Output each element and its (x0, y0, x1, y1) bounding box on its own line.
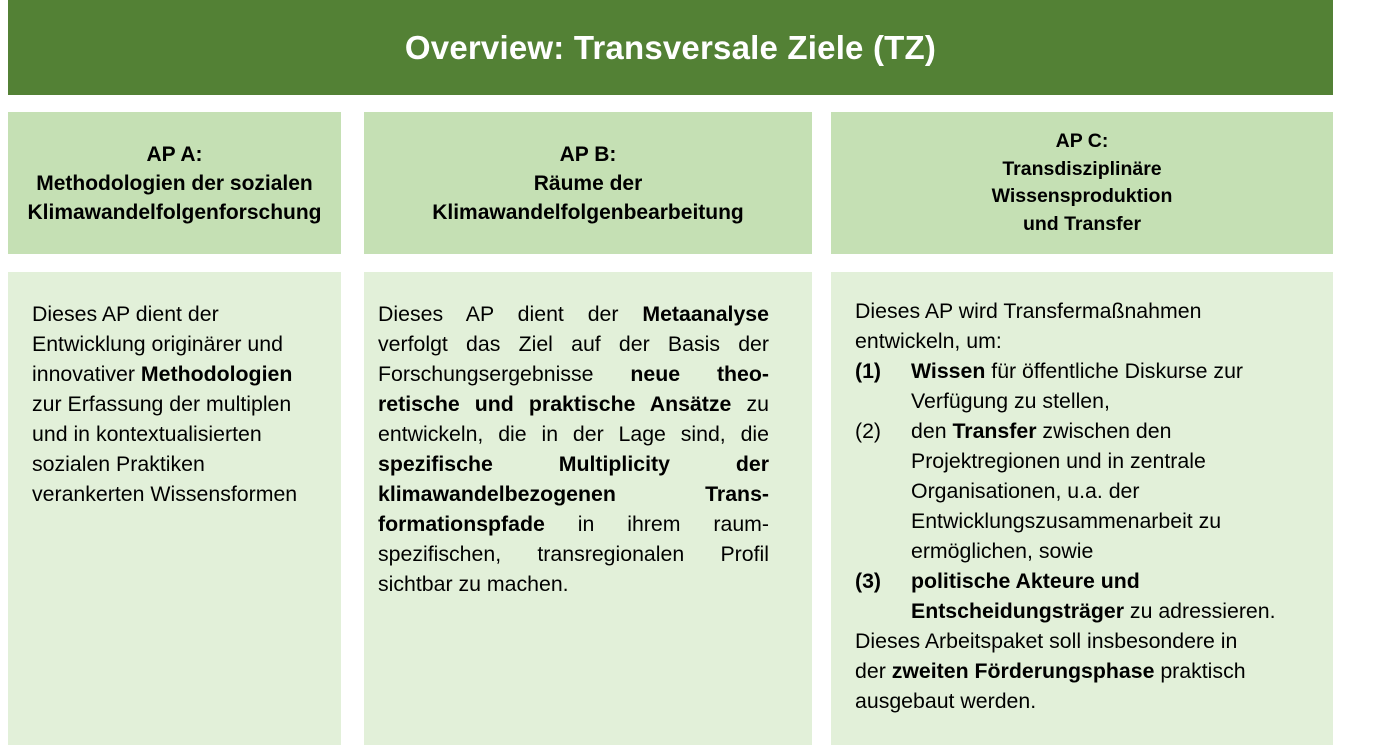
bold-term: neue theo- (630, 362, 770, 386)
text-run: sozialen Praktiken (32, 452, 205, 476)
text-line (911, 506, 1323, 536)
text-line (32, 449, 325, 479)
header-line: Wissensproduktion (991, 185, 1173, 207)
text-line (911, 446, 1323, 476)
text-run: Dieses AP dient der (378, 302, 643, 326)
text-run: innovativer (32, 362, 141, 386)
text-line: Dieses AP wird Transfermaßnahmen (855, 299, 1202, 323)
text-run: zwischen den (1036, 419, 1172, 443)
header-line: Räume der (533, 171, 643, 195)
text-line (378, 419, 769, 449)
text-run: Forschungsergebnisse (378, 362, 631, 386)
page-title: Overview: Transversale Ziele (TZ) (404, 28, 937, 66)
bold-term: retische und praktische Ansätze (378, 392, 732, 416)
text-line (911, 536, 1323, 566)
text-run: ermöglichen, sowie (911, 539, 1094, 563)
list-text (911, 416, 1323, 566)
text-line (855, 626, 1323, 656)
text-line (378, 299, 769, 329)
text-line (32, 329, 325, 359)
column-header-ap-b (364, 112, 812, 254)
text-run: Verfügung zu stellen, (911, 389, 1110, 413)
bold-term: politische Akteure und (911, 569, 1140, 593)
text-line (911, 416, 1323, 446)
bold-term: klimawandelbezogenen Trans- (378, 482, 769, 506)
bold-term: zweiten Förderungsphase (891, 659, 1155, 683)
text-run: Entwicklung originärer und (32, 332, 283, 356)
text-line (911, 356, 1323, 386)
header-line: Methodologien der sozialen (36, 171, 313, 195)
text-line (855, 656, 1323, 686)
text-line (378, 479, 769, 509)
text-run: verfolgt das Ziel auf der Basis der (378, 332, 769, 356)
bold-term: Transfer (952, 419, 1037, 443)
text-line (911, 566, 1323, 596)
list-item (855, 416, 1323, 566)
bold-term: Metaanalyse (642, 302, 769, 326)
text-line (32, 479, 325, 509)
bold-term: Wissen (911, 359, 986, 383)
header-line: Transdisziplinäre (1002, 157, 1162, 180)
text-run: praktisch (1154, 659, 1246, 683)
text-line (378, 359, 769, 389)
list-number: (1) (855, 359, 882, 383)
text-run: zu adressieren. (1124, 599, 1276, 623)
text-run: zur Erfassung der multiplen (32, 392, 292, 416)
text-run: der (855, 659, 892, 683)
text-run: zu (731, 392, 769, 416)
text-run: den (911, 419, 953, 443)
text-run: Organisationen, u.a. der (911, 479, 1140, 503)
title-banner (8, 0, 1333, 95)
header-line: Klimawandelfolgenforschung (27, 200, 322, 224)
list-number: (3) (855, 569, 882, 593)
bold-term: Entscheidungsträger (911, 599, 1125, 623)
list-number: (2) (855, 419, 882, 443)
header-line: AP A: (146, 142, 203, 166)
text-line (32, 419, 325, 449)
text-line (911, 476, 1323, 506)
text-line (32, 389, 325, 419)
text-run: ausgebaut werden. (855, 689, 1037, 713)
header-line: AP B: (559, 142, 617, 166)
text-run: spezifischen, transregionalen Profil (378, 542, 769, 566)
text-run: entwickeln, die in der Lage sind, die (378, 422, 769, 446)
text-line (911, 596, 1323, 626)
column-body-ap-a (8, 272, 341, 745)
bold-term: spezifische Multiplicity der (378, 452, 769, 476)
text-line (378, 329, 769, 359)
list-item (855, 566, 1323, 626)
text-run: Dieses AP dient der (32, 302, 219, 326)
text-run: in ihrem raum- (544, 512, 769, 536)
column-body-ap-c (831, 272, 1333, 745)
text-run: Dieses Arbeitspaket soll insbesondere in (855, 629, 1238, 653)
bold-term: formationspfade (378, 512, 545, 536)
column-header-ap-a (8, 112, 341, 254)
text-run: Projektregionen und in zentrale (911, 449, 1206, 473)
text-line (378, 539, 769, 569)
column-header-ap-c (831, 112, 1333, 254)
text-run: verankerten Wissensformen (32, 482, 298, 506)
text-run: für öffentliche Diskurse zur (985, 359, 1244, 383)
column-body-ap-b (364, 272, 812, 745)
list-item (855, 356, 1323, 416)
text-line (378, 569, 769, 599)
text-line (32, 299, 325, 329)
text-run: Entwicklungszusammenarbeit zu (911, 509, 1222, 533)
bold-term: Methodologien (140, 362, 293, 386)
text-line (378, 449, 769, 479)
list-text (911, 356, 1323, 416)
text-line (378, 389, 769, 419)
text-run: und in kontextualisierten (32, 422, 262, 446)
header-line: und Transfer (1022, 212, 1142, 235)
header-line: Klimawandelfolgenbearbeitung (432, 200, 744, 224)
text-line (32, 359, 325, 389)
text-run: sichtbar zu machen. (378, 572, 569, 596)
header-line: AP C: (1055, 130, 1109, 152)
text-line: entwickeln, um: (855, 329, 1002, 353)
text-line (911, 386, 1323, 416)
text-line (855, 686, 1323, 716)
text-line (378, 509, 769, 539)
list-text (911, 566, 1323, 626)
